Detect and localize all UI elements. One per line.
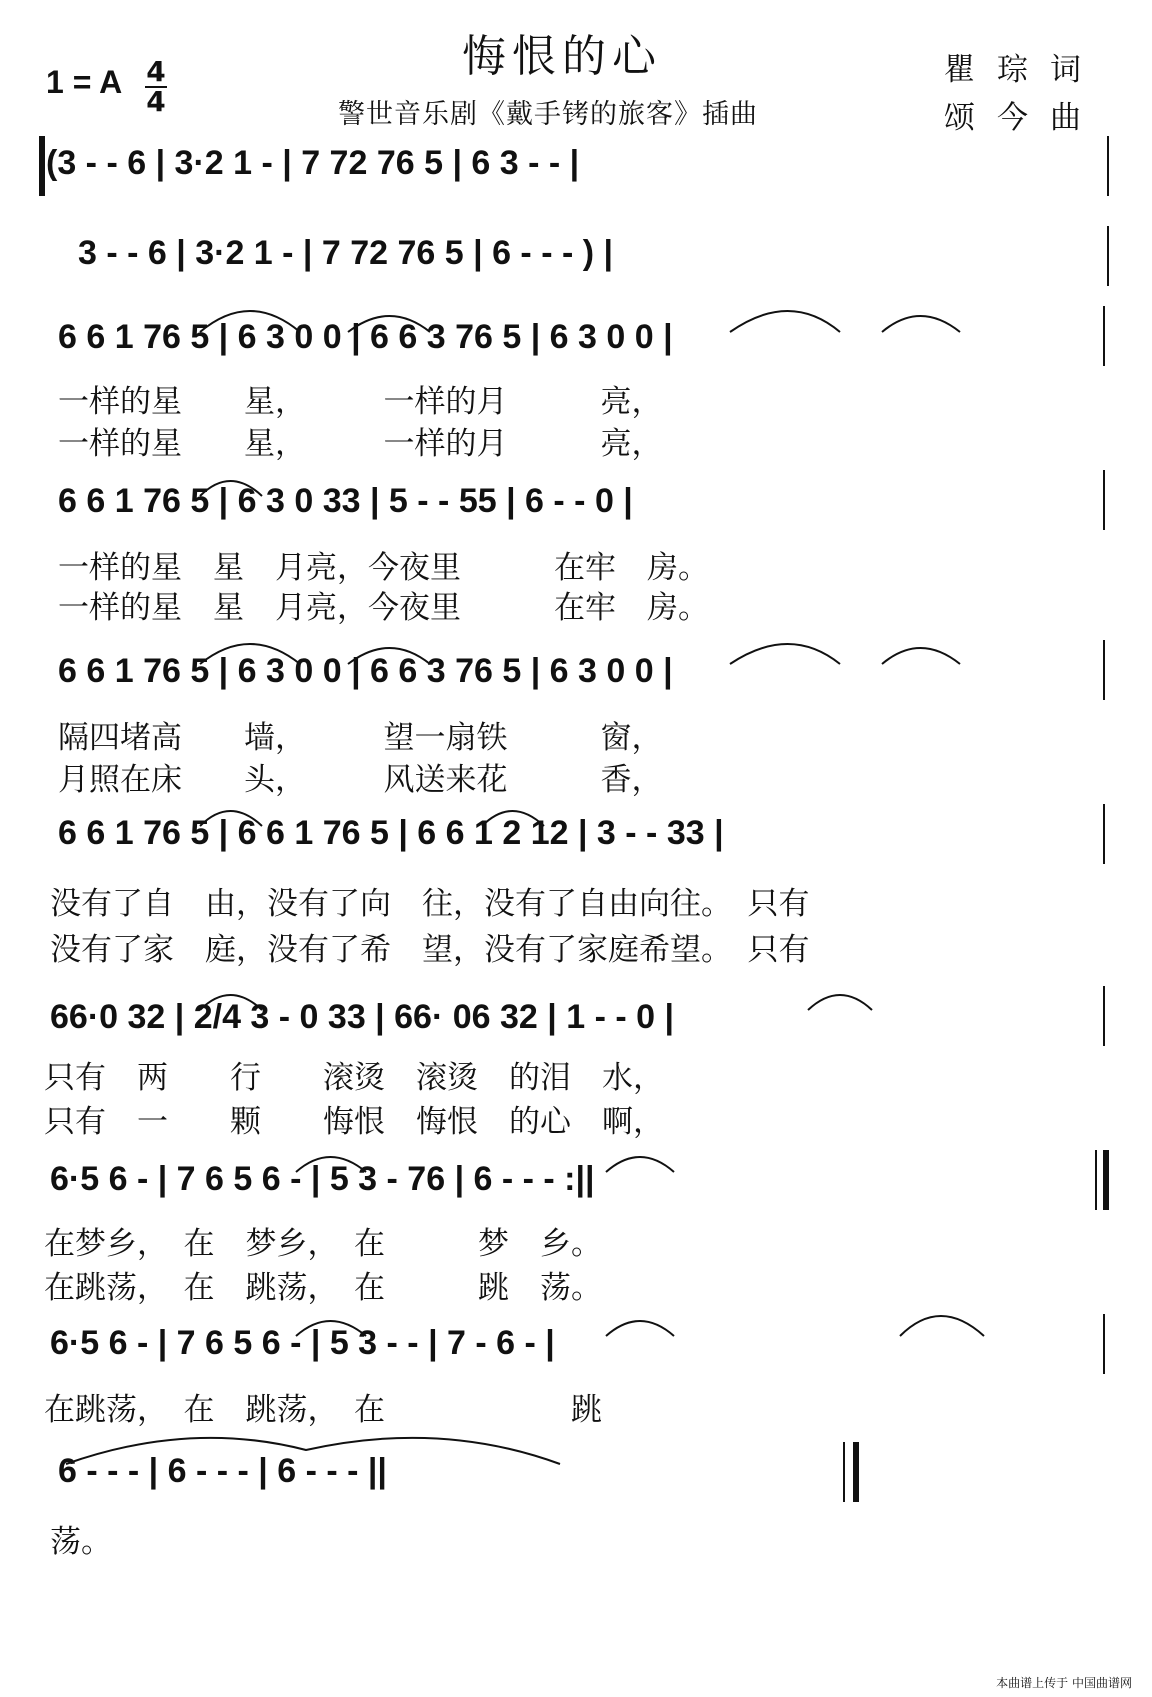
slur [730, 644, 840, 664]
slur [296, 1321, 366, 1336]
time-bottom: 4 [146, 85, 166, 118]
slur [730, 311, 840, 332]
system-8-notes: 6·5 6 - | 7 6 5 6 - | 5 3 - 76 | 6 - - - :|| [50, 1160, 595, 1198]
slur [200, 481, 262, 496]
system-4-notes: 6 6 1 76 5 | 6 3 0 33 | 5 - - 55 | 6 - - 0 | [58, 482, 633, 520]
system-2-notes: 3 - - 6 | 3·2 1 - | 7 72 76 5 | 6 - - - ) | [78, 234, 614, 272]
slur [882, 316, 960, 332]
system-4-lyric-2: 一样的星 星 月亮，今夜里 在牢 房。 [58, 590, 709, 626]
slur [200, 995, 262, 1010]
system-6-lyric-2: 没有了家 庭，没有了希 望，没有了家庭希望。 只有 [50, 932, 810, 968]
system-5-lyric-2: 月照在床 头， 风送来花 香， [58, 762, 663, 798]
slur [348, 648, 430, 664]
system-5-lyric-1: 隔四堵高 墙， 望一扇铁 窗， [58, 720, 663, 756]
slur [200, 811, 262, 826]
system-10-notes: 6 - - - | 6 - - - | 6 - - - || [58, 1452, 387, 1490]
system-6-lyric-1: 没有了自 由，没有了向 往，没有了自由向往。 只有 [50, 886, 810, 922]
composer: 颂今曲 [944, 100, 1103, 136]
system-7-notes: 66·0 32 | 2/4 3 - 0 33 | 66· 06 32 | 1 - - 0 | [50, 998, 674, 1036]
lyricist: 瞿琮词 [944, 52, 1103, 88]
system-1-notes: (3 - - 6 | 3·2 1 - | 7 72 76 5 | 6 3 - - | [46, 144, 580, 182]
slur [900, 1316, 984, 1336]
system-3-lyric-1: 一样的星 星， 一样的月 亮， [58, 384, 663, 420]
slur [606, 1157, 674, 1172]
slur [348, 316, 430, 332]
slur [200, 644, 300, 664]
system-8-lyric-1: 在梦乡， 在 梦乡， 在 梦 乡。 [44, 1226, 602, 1262]
system-3-lyric-2: 一样的星 星， 一样的月 亮， [58, 426, 663, 462]
slur [482, 811, 544, 826]
slur [882, 648, 960, 664]
slur [66, 1438, 560, 1464]
system-7-lyric-1: 只有 两 行 滚烫 滚烫 的泪 水， [44, 1060, 664, 1096]
system-10-lyric-1: 荡。 [50, 1524, 112, 1560]
page-title: 悔恨的心 [462, 31, 662, 82]
slur [200, 311, 300, 332]
system-9-notes: 6·5 6 - | 7 6 5 6 - | 5 3 - - | 7 - 6 - | [50, 1324, 555, 1362]
system-7-lyric-2: 只有 一 颗 悔恨 悔恨 的心 啊， [44, 1104, 664, 1140]
slur [606, 1321, 674, 1336]
system-8-lyric-2: 在跳荡， 在 跳荡， 在 跳 荡。 [44, 1270, 602, 1306]
system-6-notes: 6 6 1 76 5 | 6 6 1 76 5 | 6 6 1 2 12 | 3 - - 33 | [58, 814, 724, 852]
system-5-notes: 6 6 1 76 5 | 6 3 0 0 | 6 6 3 76 5 | 6 3 0 0 | [58, 652, 673, 690]
key-signature: 1 = A [46, 64, 123, 100]
slur [296, 1157, 366, 1172]
system-3-notes: 6 6 1 76 5 | 6 3 0 0 | 6 6 3 76 5 | 6 3 0 0 | [58, 318, 673, 356]
system-4-lyric-1: 一样的星 星 月亮，今夜里 在牢 房。 [58, 550, 709, 586]
subtitle: 警世音乐剧《戴手铐的旅客》插曲 [338, 99, 758, 130]
slur [808, 995, 872, 1010]
footer-credit: 本曲谱上传于 中国曲谱网 [996, 1676, 1132, 1690]
system-9-lyric-1: 在跳荡， 在 跳荡， 在 跳 [44, 1392, 602, 1428]
time-top: 4 [146, 55, 166, 88]
